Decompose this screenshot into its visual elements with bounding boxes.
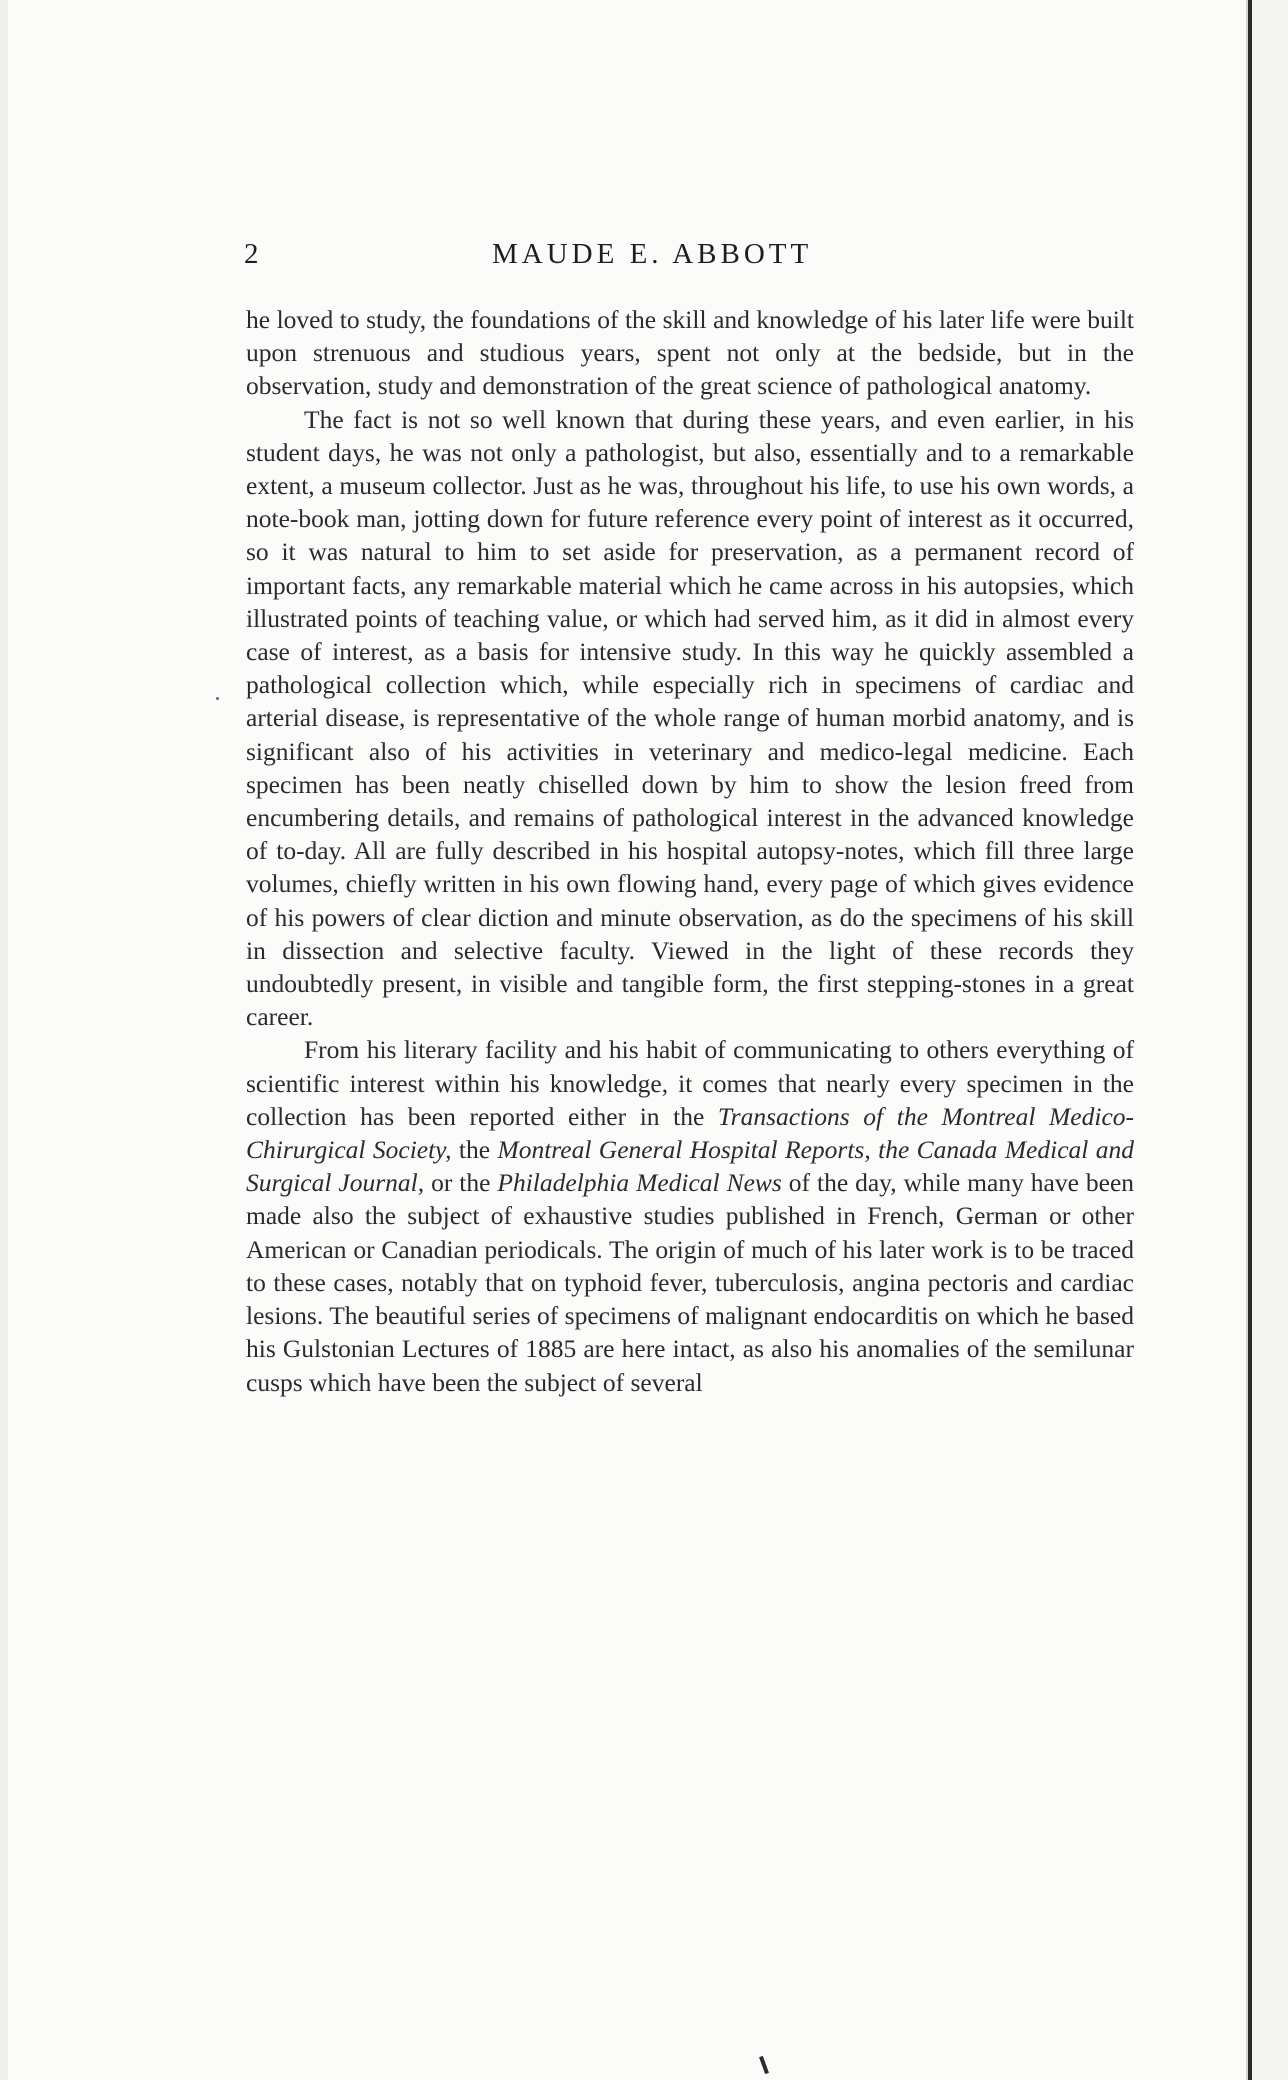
paragraph-3-text-b: the: [458, 1135, 491, 1165]
journal-title-philadelphia: Philadelphia Medical News: [497, 1168, 782, 1198]
body-text: [246, 303, 1134, 1399]
paragraph-1: he loved to study, the foundations of the skill and knowledge of his later life were built upon strenuous and studious years, spent not only at the bedside, but in the observation, study and demonstration of the great science of pathological anatomy.: [246, 305, 1134, 401]
paragraph-3-text-c: or the: [431, 1168, 491, 1198]
journal-title-reports: Montreal General Hospital Reports, the Canada Medical and Surgical Journal,: [246, 1135, 1135, 1198]
book-page: [8, 0, 1249, 2080]
stray-ink-dot: [216, 697, 219, 700]
next-page-margin: [1252, 0, 1288, 2080]
journal-title-transactions: Transactions of the Montreal Medico-Chirurgical Society,: [246, 1101, 1135, 1165]
paragraph-3-text-a: From his literary facility and his habit of communicating to others everything of scientific interest within his knowledge, it comes that nearly every specimen in the collection has been reported either in the: [246, 1035, 1134, 1131]
paragraph-3: [246, 1033, 1134, 1398]
running-head: MAUDE E. ABBOTT: [492, 238, 813, 270]
paragraph-2: The fact is not so well known that during these years, and even earlier, in his student days, he was not only a pathologist, but also, essentially and to a remarkable extent, a museum collector. Just as he was, throughout his life, to use his own words, a note-book man, jotting down for future reference every point of interest as it occurred, so it was natural to him to set aside for preservation, as a permanent record of important facts, any remarkable material which he came across in his autopsies, which illustrated points of teaching value, or which had served him, as it did in almost every case of interest, as a basis for intensive study. In this way he quickly assembled a pathological collection which, while especially rich in specimens of cardiac and arterial disease, is representative of the whole range of human morbid anatomy, and is significant also of his activities in veterinary and medico-legal medicine. Each specimen has been neatly chiselled down by him to show the lesion freed from encumbering details, and remains of pathological interest in the advanced knowledge of to-day. All are fully described in his hospital autopsy-notes, which fill three large volumes, chiefly written in his own flowing hand, every page of which gives evidence of his powers of clear diction and minute observation, as do the specimens of his skill in dissection and selective faculty. Viewed in the light of these records they undoubtedly present, in visible and tangible form, the first stepping-stones in a great career.: [246, 404, 1134, 1032]
paragraph-3-text-d: of the day, while many have been made also the subject of exhaustive studies published in French, German or other American or Canadian periodicals. The origin of much of his later work is to be traced to these cases, notably that on typhoid fever, tuberculosis, angina pectoris and cardiac lesions. The beautiful series of specimens of malignant endocarditis on which he based his Gulstonian Lectures of 1885 are here intact, as also his anomalies of the semilunar cusps which have been the subject of several: [246, 1168, 1135, 1397]
page-header: [244, 238, 1140, 278]
page-number: 2: [244, 238, 259, 270]
